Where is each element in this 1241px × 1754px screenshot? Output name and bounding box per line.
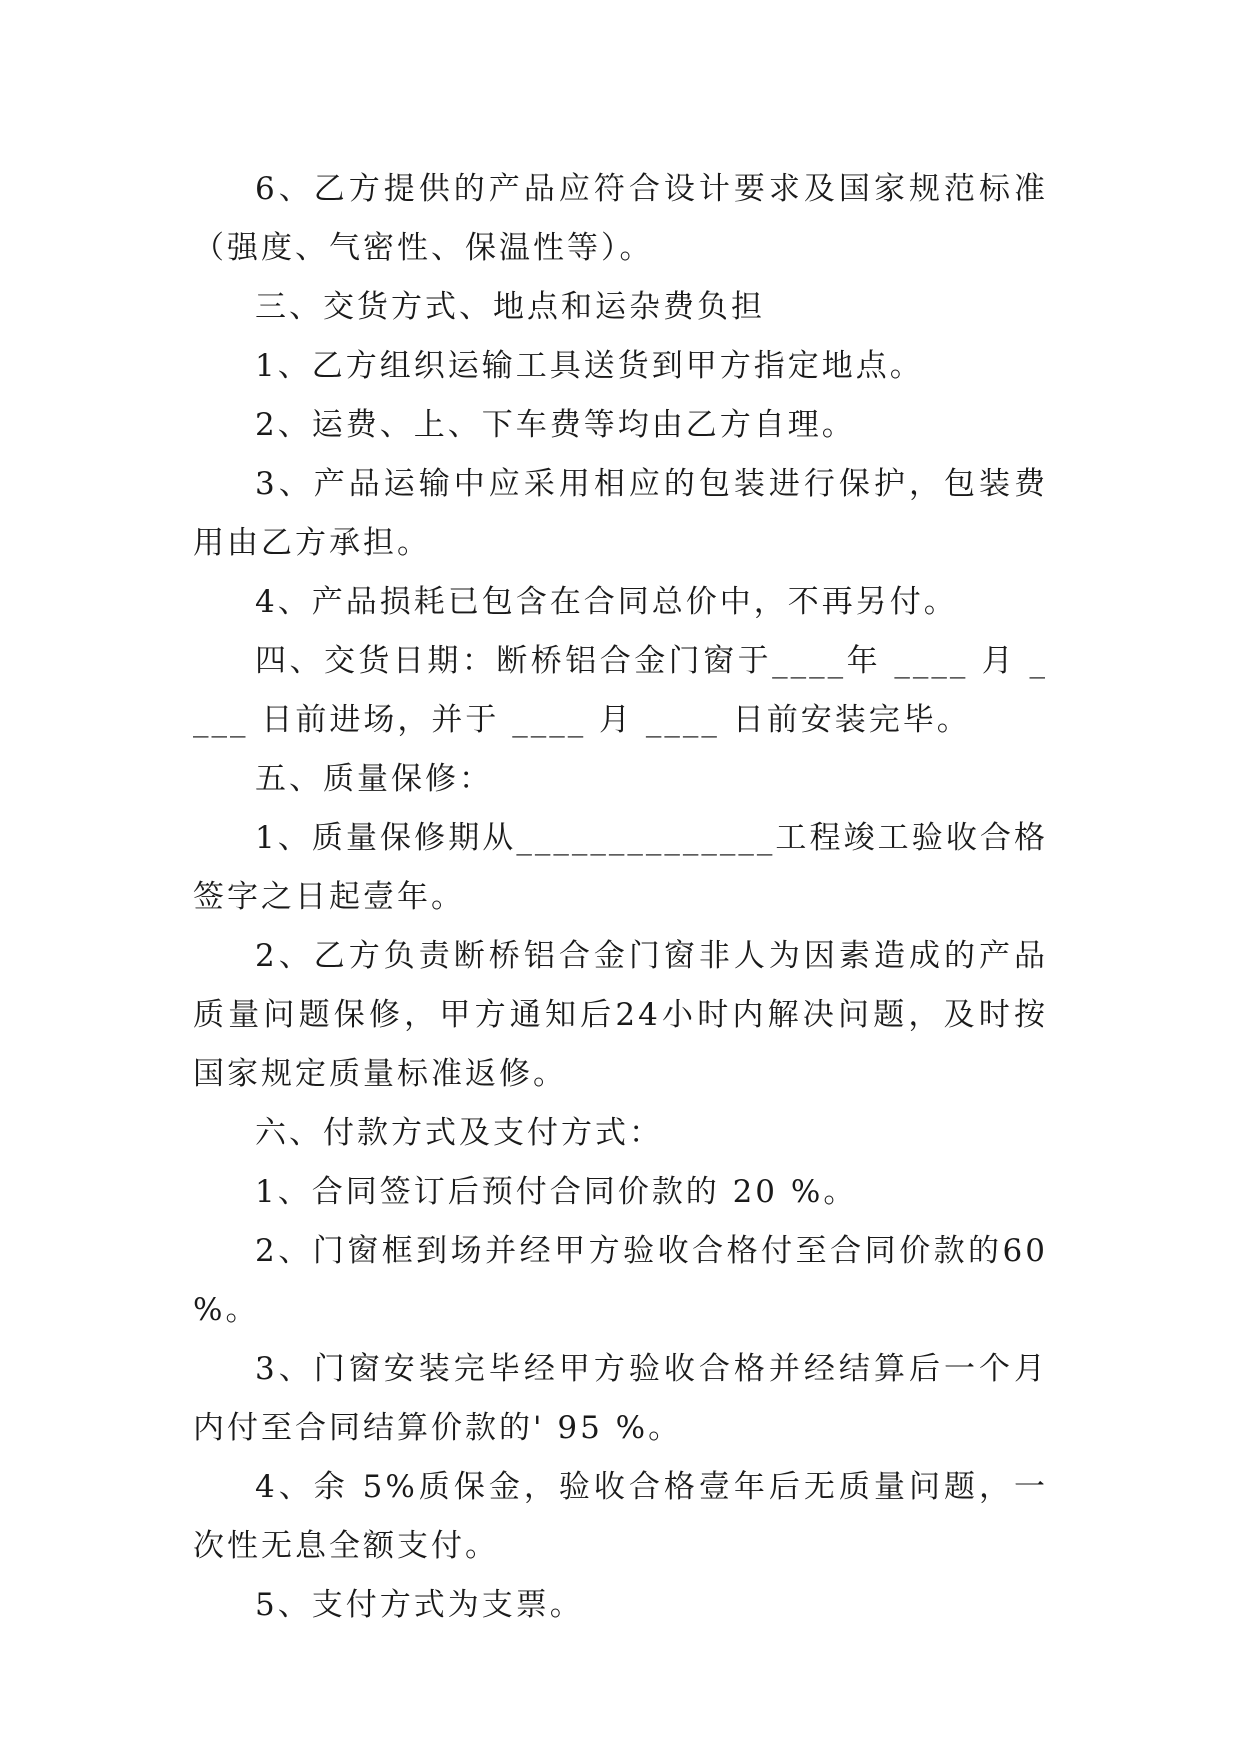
section-heading-payment: 六、付款方式及支付方式： [255,1115,663,1151]
clause-payment-method: 5、支付方式为支票。 [255,1587,584,1623]
clause-warranty-repair: 2、乙方负责断桥铝合金门窗非人为因素造成的产品质量问题保修，甲方通知后24小时内解决问题，及时按国家规定质量标准返修。 [193,938,1048,1092]
clause-warranty-period: 1、质量保修期从______________工程竣工验收合格签字之日起壹年。 [193,820,1048,915]
section-heading-delivery-date: 四、交货日期：断桥铝合金门窗于____年 ____ 月 ____ 日前进场，并于 ____ 月 ____ 日前安装完毕。 [193,643,1048,738]
clause-product-loss: 4、产品损耗已包含在合同总价中，不再另付。 [255,584,958,620]
clause-freight-cost: 2、运费、上、下车费等均由乙方自理。 [255,407,856,443]
clause-payment-advance: 1、合同签订后预付合同价款的 20 %。 [255,1174,858,1210]
clause-product-standards: 6、乙方提供的产品应符合设计要求及国家规范标准（强度、气密性、保温性等）。 [193,171,1048,266]
document-body [193,160,1048,1635]
section-heading-warranty: 五、质量保修： [255,761,493,797]
clause-payment-installation: 3、门窗安装完毕经甲方验收合格并经结算后一个月内付至合同结算价款的' 95 %。 [193,1351,1048,1446]
clause-payment-retention: 4、余 5%质保金，验收合格壹年后无质量问题，一次性无息全额支付。 [193,1469,1048,1564]
clause-payment-frame-arrival: 2、门窗框到场并经甲方验收合格付至合同价款的60 %。 [193,1233,1048,1328]
clause-packaging: 3、产品运输中应采用相应的包装进行保护，包装费用由乙方承担。 [193,466,1048,561]
section-heading-delivery-method: 三、交货方式、地点和运杂费负担 [255,289,765,325]
clause-delivery-location: 1、乙方组织运输工具送货到甲方指定地点。 [255,348,924,384]
